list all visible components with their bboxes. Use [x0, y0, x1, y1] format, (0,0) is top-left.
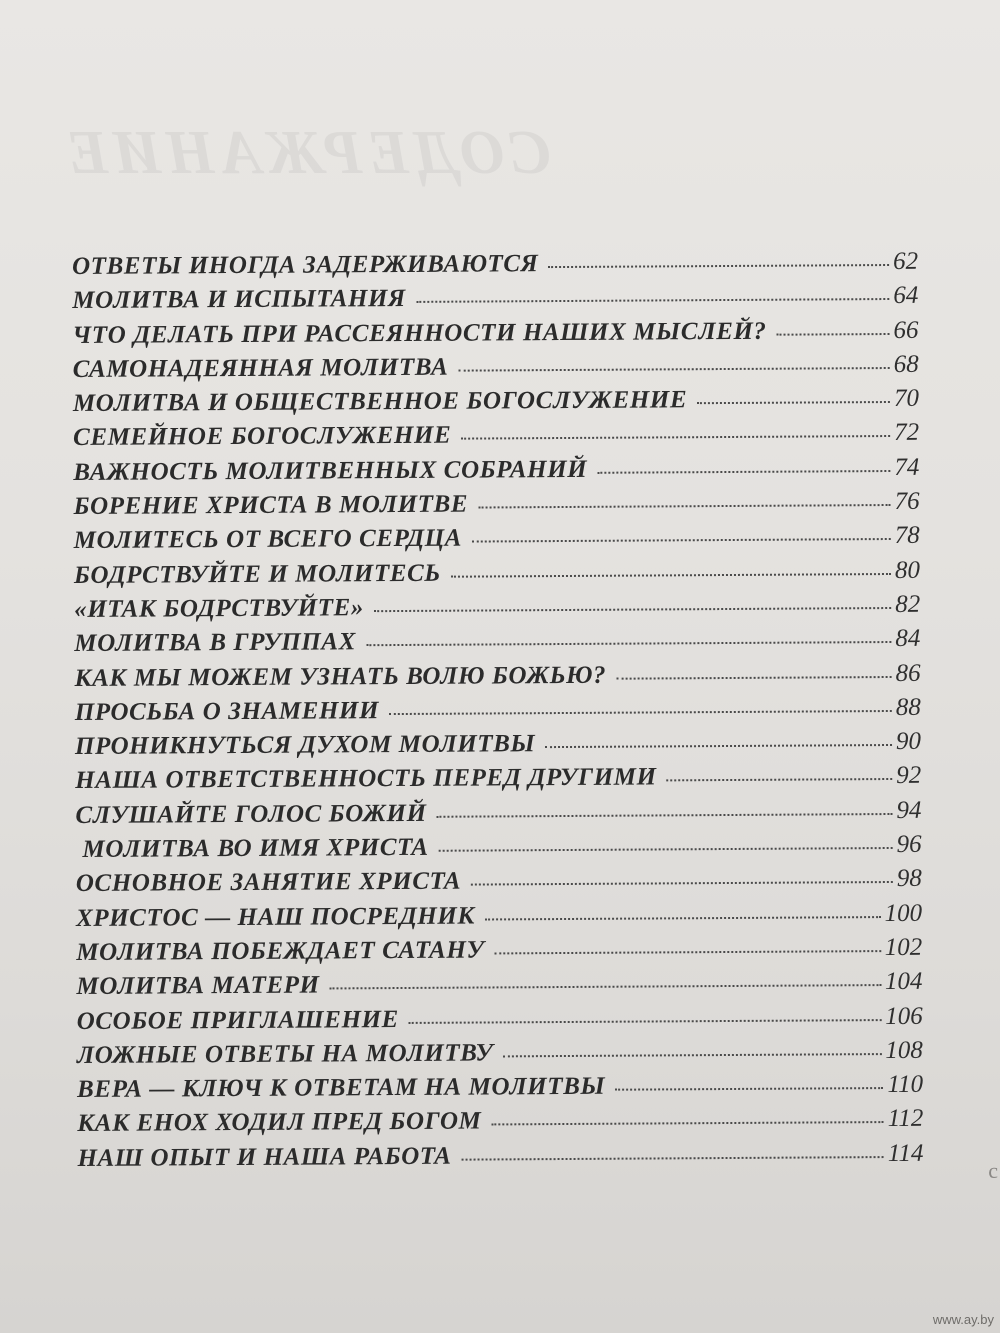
- toc-entry-page: 80: [894, 556, 921, 584]
- toc-entry-title: ЧТО ДЕЛАТЬ ПРИ РАССЕЯННОСТИ НАШИХ МЫСЛЕЙ?: [72, 317, 767, 349]
- toc-entry-page: 74: [894, 453, 920, 481]
- dot-leader: [439, 847, 893, 852]
- toc-entry: [77, 1140, 923, 1179]
- toc-entry-title: МОЛИТВА ВО ИМЯ ХРИСТА: [75, 833, 429, 864]
- page-edge-mark: c: [988, 1158, 998, 1183]
- toc-entry: [77, 1037, 923, 1076]
- toc-entry: [74, 625, 920, 664]
- toc-entry-page: 64: [893, 282, 919, 310]
- toc-entry-page: 72: [894, 419, 920, 447]
- toc-entry: [75, 762, 921, 801]
- toc-entry-title: СЕМЕЙНОЕ БОГОСЛУЖЕНИЕ: [73, 422, 452, 452]
- toc-entry-title: КАК МЫ МОЖЕМ УЗНАТЬ ВОЛЮ БОЖЬЮ?: [74, 661, 607, 692]
- toc-entry: [75, 694, 921, 733]
- toc-entry-title: СЛУШАЙТЕ ГОЛОС БОЖИЙ: [75, 799, 427, 829]
- toc-entry: [77, 1002, 923, 1041]
- toc-entry-title: НАШ ОПЫТ И НАША РАБОТА: [77, 1142, 452, 1172]
- dot-leader: [597, 470, 890, 474]
- toc-entry-title: БОДРСТВУЙТЕ И МОЛИТЕСЬ: [73, 559, 441, 589]
- dot-leader: [451, 573, 891, 578]
- dot-leader: [615, 1087, 883, 1091]
- watermark: www.ay.by: [932, 1312, 994, 1327]
- toc-entry: [73, 419, 919, 458]
- toc-entry-page: 104: [884, 968, 923, 996]
- dot-leader: [485, 916, 881, 920]
- toc-entry: [77, 1105, 923, 1144]
- table-of-contents: [72, 248, 924, 1179]
- toc-entry-title: МОЛИТВА В ГРУППАХ: [74, 628, 357, 658]
- toc-entry-page: 62: [892, 247, 919, 275]
- toc-entry-page: 108: [885, 1036, 923, 1064]
- toc-entry-page: 98: [896, 865, 922, 893]
- toc-entry-page: 110: [887, 1070, 924, 1099]
- toc-entry-page: 94: [896, 796, 922, 824]
- toc-entry: [76, 934, 922, 973]
- toc-entry-title: МОЛИТВА И ОБЩЕСТВЕННОЕ БОГОСЛУЖЕНИЕ: [72, 386, 688, 418]
- toc-entry: [76, 865, 922, 904]
- toc-entry-page: 70: [893, 385, 919, 413]
- toc-entry-page: 86: [895, 659, 921, 687]
- dot-leader: [416, 298, 889, 303]
- toc-entry-page: 102: [884, 933, 923, 961]
- dot-leader: [461, 1156, 883, 1161]
- toc-entry-title: ПРОСЬБА О ЗНАМЕНИИ: [74, 696, 380, 726]
- toc-entry: [73, 385, 919, 424]
- toc-entry: [73, 488, 919, 527]
- toc-entry: [72, 248, 918, 287]
- toc-entry-page: 78: [894, 522, 920, 550]
- toc-entry: [73, 454, 919, 493]
- dot-leader: [667, 778, 893, 781]
- toc-entry-title: ХРИСТОС — НАШ ПОСРЕДНИК: [75, 902, 476, 932]
- toc-entry-title: ОСОБОЕ ПРИГЛАШЕНИЕ: [76, 1005, 399, 1035]
- toc-entry-title: ЛОЖНЫЕ ОТВЕТЫ НА МОЛИТВУ: [76, 1039, 494, 1069]
- toc-entry-title: САМОНАДЕЯННАЯ МОЛИТВА: [72, 353, 449, 383]
- dot-leader: [409, 1019, 881, 1024]
- toc-entry-page: 112: [887, 1105, 924, 1133]
- toc-entry-title: ОСНОВНОЕ ЗАНЯТИЕ ХРИСТА: [75, 867, 462, 898]
- dot-leader: [777, 333, 890, 336]
- dot-leader: [472, 538, 891, 543]
- toc-entry: [75, 728, 921, 767]
- toc-entry-title: МОЛИТВА МАТЕРИ: [76, 971, 320, 1001]
- toc-entry-title: ПРОНИКНУТЬСЯ ДУХОМ МОЛИТВЫ: [74, 730, 536, 761]
- toc-entry: [74, 522, 920, 561]
- dot-leader: [458, 367, 889, 372]
- toc-entry-page: 82: [895, 590, 921, 618]
- dot-leader: [374, 607, 891, 612]
- toc-entry-title: БОРЕНИЕ ХРИСТА В МОЛИТВЕ: [73, 490, 469, 521]
- toc-entry-page: 114: [887, 1139, 924, 1167]
- toc-entry-page: 92: [896, 762, 922, 790]
- dot-leader: [697, 401, 890, 404]
- toc-entry-title: МОЛИТВА И ИСПЫТАНИЯ: [72, 285, 406, 315]
- toc-entry: [76, 831, 922, 870]
- toc-entry-title: КАК ЕНОХ ХОДИЛ ПРЕД БОГОМ: [77, 1107, 482, 1138]
- toc-entry: [74, 591, 920, 630]
- toc-entry: [72, 316, 918, 355]
- toc-entry: [76, 968, 922, 1007]
- toc-entry: [75, 659, 921, 698]
- dot-leader: [616, 676, 891, 680]
- toc-entry-page: 100: [884, 899, 923, 927]
- dot-leader: [478, 504, 890, 509]
- dot-leader: [491, 1121, 883, 1125]
- toc-entry-page: 90: [895, 727, 922, 756]
- toc-entry-page: 96: [896, 830, 922, 859]
- toc-entry: [73, 351, 919, 390]
- toc-entry-page: 88: [895, 693, 921, 721]
- toc-entry: [74, 556, 920, 595]
- dot-leader: [330, 984, 881, 989]
- dot-leader: [503, 1053, 881, 1057]
- dot-leader: [471, 881, 893, 886]
- dot-leader: [389, 710, 892, 715]
- toc-entry-title: НАША ОТВЕТСТВЕННОСТЬ ПЕРЕД ДРУГИМИ: [75, 763, 657, 795]
- dot-leader: [548, 264, 889, 268]
- toc-entry-page: 66: [893, 316, 919, 344]
- toc-entry-title: МОЛИТВА ПОБЕЖДАЕТ САТАНУ: [76, 936, 485, 966]
- toc-entry: [77, 1071, 923, 1110]
- dot-leader: [461, 435, 890, 440]
- toc-entry-title: ВЕРА — КЛЮЧ К ОТВЕТАМ НА МОЛИТВЫ: [77, 1072, 606, 1104]
- toc-entry-page: 76: [894, 487, 920, 516]
- toc-entry-page: 84: [895, 625, 921, 653]
- dot-leader: [545, 744, 892, 748]
- toc-entry-title: ВАЖНОСТЬ МОЛИТВЕННЫХ СОБРАНИЙ: [73, 455, 588, 486]
- toc-entry-title: «ИТАК БОДРСТВУЙТЕ»: [74, 594, 365, 623]
- toc-entry-title: МОЛИТЕСЬ ОТ ВСЕГО СЕРДЦА: [73, 524, 463, 555]
- toc-entry-title: ОТВЕТЫ ИНОГДА ЗАДЕРЖИВАЮТСЯ: [72, 250, 539, 280]
- toc-entry: [72, 282, 918, 321]
- toc-entry: [75, 797, 921, 836]
- dot-leader: [366, 641, 891, 646]
- toc-entry-page: 106: [885, 1002, 923, 1030]
- dot-leader: [494, 950, 880, 954]
- show-through-heading: СОДЕРЖАНИЕ: [62, 119, 552, 187]
- toc-entry-page: 68: [893, 350, 919, 378]
- dot-leader: [437, 813, 893, 818]
- toc-entry: [76, 899, 922, 938]
